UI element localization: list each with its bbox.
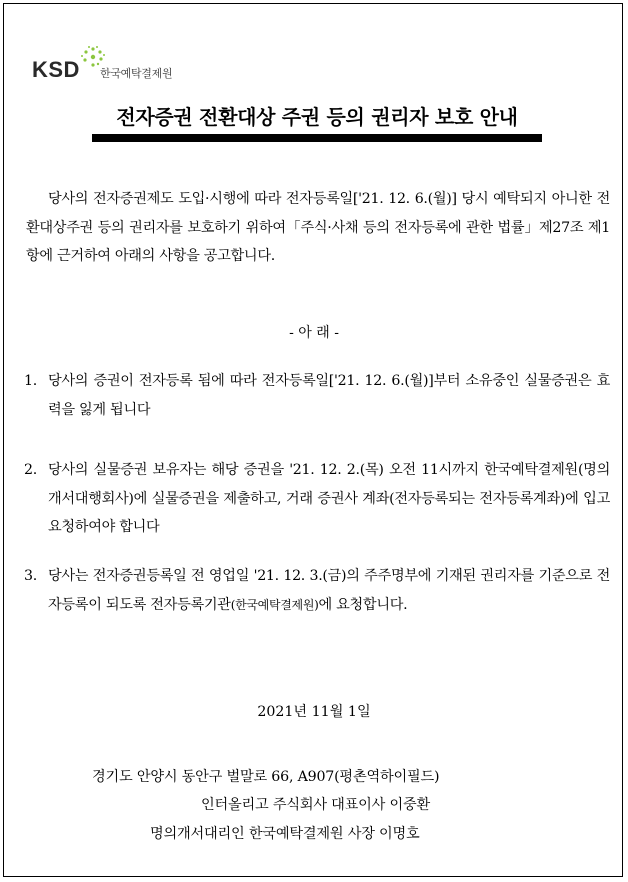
list-item-number: 1. [24,373,37,389]
title-block [92,102,542,142]
list-item [24,456,610,542]
list-item-text: 당사의 증권이 전자등록 됨에 따라 전자등록일['21. 12. 6.(월)]부터 소유중인 실물증권은 효력을 잃게 됩니다 [48,373,610,418]
company-representative: 인터올리고 주식회사 대표이사 이중환 [201,797,431,813]
notice-page [3,3,623,877]
company-address: 경기도 안양시 동안구 벌말로 66, A907(평촌역하이필드) [92,769,440,785]
list-item [24,367,610,424]
list-item-text-end: 에 요청합니다. [318,596,408,613]
section-heading: - 아 래 - [289,325,339,341]
logo-org-name: 한국예탁결제원 [100,67,173,80]
notice-date: 2021년 11월 1일 [257,704,371,720]
list-item-text-small: (한국예탁결제원) [230,597,319,612]
intro-paragraph: 당사의 전자증권제도 도입·시행에 따라 전자등록일['21. 12. 6.(월)] 당시 예탁되지 아니한 전환대상주권 등의 권리자를 보호하기 위하여「주식·사채 등의 전자등록에 관한 법률」제27조 제1항에 근거하여 아래의 사항을 공고합니다. [26,191,610,264]
list-item-text-main: 당사는 전자증권등록일 전 영업일 '21. 12. 3.(금)의 주주명부에 기재된 권리자를 기준으로 전자등록이 되도록 전자등록기관 [48,568,610,613]
page-title: 전자증권 전환대상 주권 등의 권리자 보호 안내 [116,105,518,129]
list-item-number: 3. [24,568,37,584]
list-item [24,562,610,619]
list-item-number: 2. [24,462,37,478]
logo-brand: KSD [32,57,80,82]
list-item-text [48,562,610,619]
transfer-agent: 명의개서대리인 한국예탁결제원 사장 이명호 [150,826,420,842]
list-item-text: 당사의 실물증권 보유자는 해당 증권을 '21. 12. 2.(목) 오전 11시까지 한국예탁결제원(명의개서대행회사)에 실물증권을 제출하고, 거래 증권사 계좌(전자등록되는 전자등록계좌)에 입고 요청하여야 합니다 [48,462,610,535]
ksd-logo [32,44,232,84]
title-underline [92,134,542,142]
